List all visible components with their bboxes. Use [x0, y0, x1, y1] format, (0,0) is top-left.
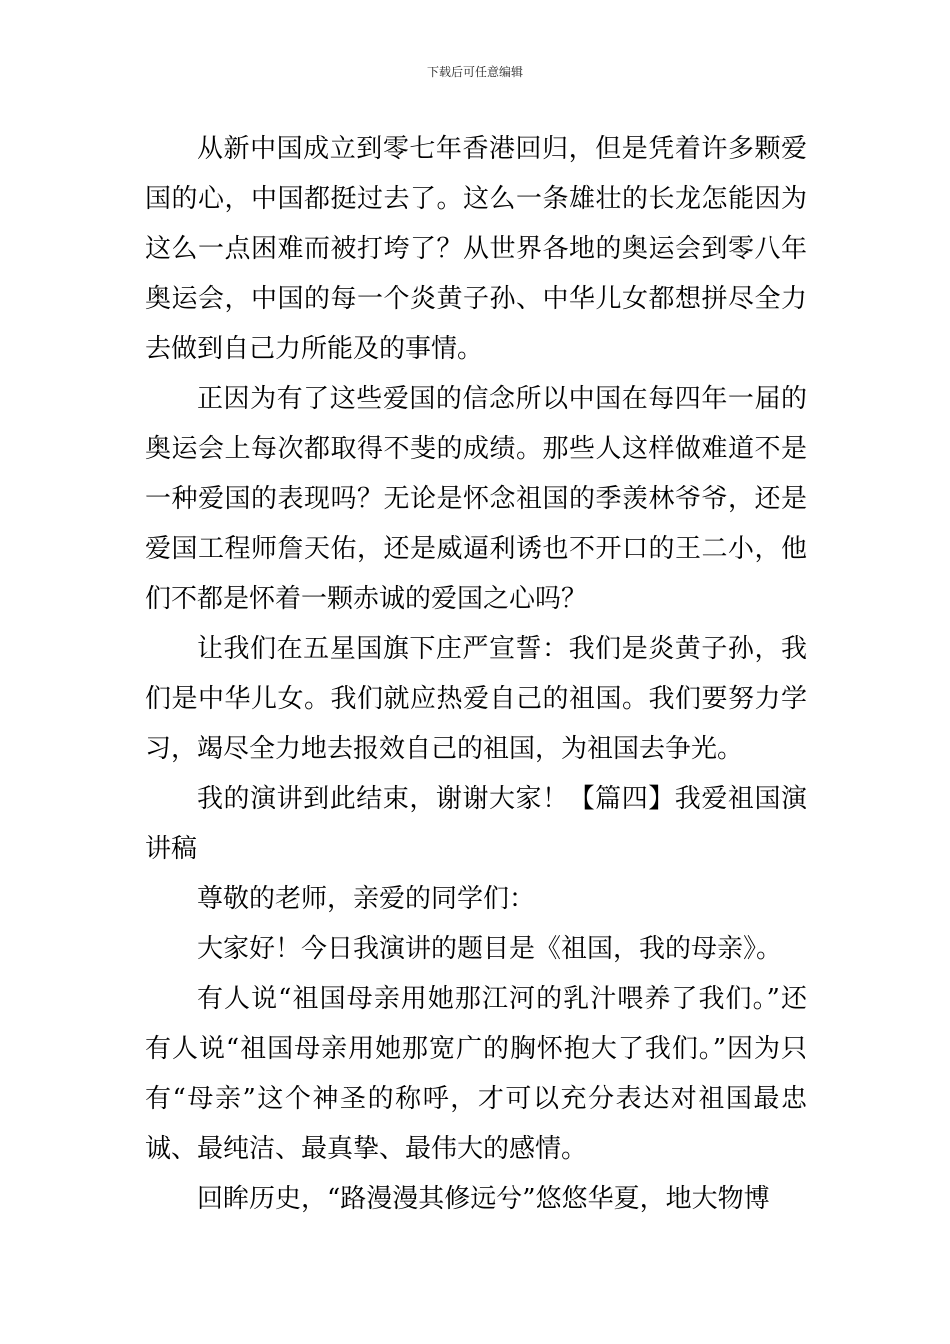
- page-header: 下载后可任意编辑: [426, 65, 523, 79]
- paragraph: 回眸历史，“路漫漫其修远兮”悠悠华夏，地大物博: [197, 1184, 770, 1214]
- paragraph: 我的演讲到此结束，谢谢大家！【篇四】我爱祖国演讲稿: [145, 784, 807, 864]
- paragraph: 有人说“祖国母亲用她那江河的乳汁喂养了我们。”还有人说“祖国母亲用她那宽广的胸怀抱大了我们。”因为只有“母亲”这个神圣的称呼，才可以充分表达对祖国最忠诚、最纯洁、最真挚、最伟大的感情。: [145, 984, 807, 1164]
- paragraph: 让我们在五星国旗下庄严宣誓：我们是炎黄子孙，我们是中华儿女。我们就应热爱自己的祖国。我们要努力学习，竭尽全力地去报效自己的祖国，为祖国去争光。: [145, 634, 807, 764]
- paragraph: 尊敬的老师，亲爱的同学们：: [197, 884, 536, 914]
- document-body: [145, 124, 807, 1224]
- paragraph: 正因为有了这些爱国的信念所以中国在每四年一届的奥运会上每次都取得不斐的成绩。那些人这样做难道不是一种爱国的表现吗？无论是怀念祖国的季羡林爷爷，还是爱国工程师詹天佑，还是威逼利诱也不开口的王二小，他们不都是怀着一颗赤诚的爱国之心吗？: [145, 384, 807, 614]
- paragraph: 大家好！今日我演讲的题目是《祖国，我的母亲》。: [197, 934, 783, 964]
- paragraph: 从新中国成立到零七年香港回归，但是凭着许多颗爱国的心，中国都挺过去了。这么一条雄壮的长龙怎能因为这么一点困难而被打垮了？从世界各地的奥运会到零八年奥运会，中国的每一个炎黄子孙、中华儿女都想拼尽全力去做到自己力所能及的事情。: [145, 134, 807, 364]
